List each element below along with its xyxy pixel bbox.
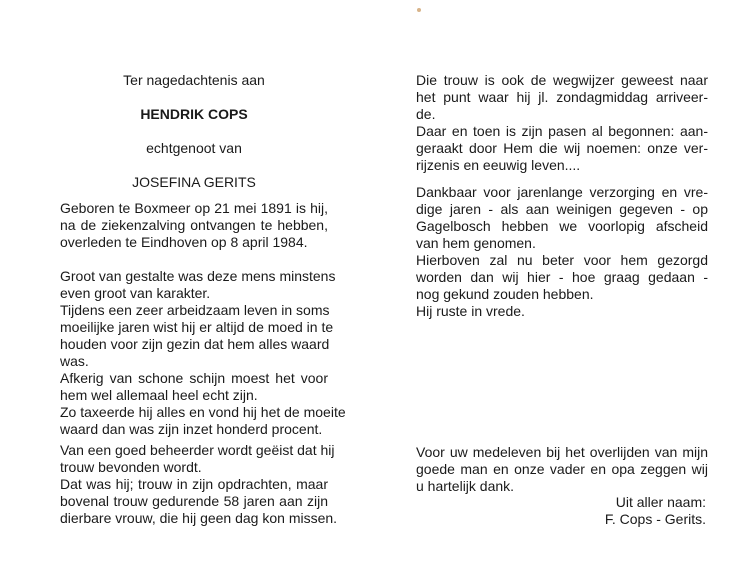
paper-mark: [417, 8, 421, 12]
text-line: worden dan wij hier - hoe graag gedaan -: [416, 269, 708, 285]
text-line: waard dan was zijn inzet honderd procent.: [60, 421, 323, 437]
text-line: was.: [60, 353, 89, 369]
text-line: nog gekund zouden hebben.: [416, 286, 594, 302]
paragraph-gratitude: [416, 184, 708, 320]
text-line: Geboren te Boxmeer op 21 mei 1891 is hij,: [60, 200, 328, 216]
deceased-name: HENDRIK COPS: [140, 106, 248, 122]
text-line: houden voor zijn gezin dat hem alles waard: [60, 336, 330, 352]
text-line: Tijdens een zeer arbeidzaam leven in soms: [60, 302, 330, 318]
text-line: moeilijke jaren wist hij er altijd de moed in te: [60, 319, 334, 335]
relation-text: echtgenoot van: [146, 140, 242, 156]
text-line: Voor uw medeleven bij het overlijden van mijn: [416, 444, 708, 460]
text-line: trouw bevonden wordt.: [60, 459, 202, 475]
text-line: even groot van karakter.: [60, 285, 211, 301]
paragraph-resurrection: [416, 72, 708, 174]
spouse-name: JOSEFINA GERITS: [132, 174, 256, 190]
text-line: goede man en onze vader en opa zeggen wij: [416, 461, 708, 477]
text-line: u hartelijk dank.: [416, 478, 515, 494]
text-line: Dankbaar voor jarenlange verzorging en vre-: [416, 184, 708, 200]
text-line: na de ziekenzalving ontvangen te hebben,: [60, 217, 328, 233]
text-line: Die trouw is ook de wegwijzer geweest naar: [416, 72, 708, 88]
text-line: geraakt door Hem die wij noemen: onze ver-: [416, 140, 708, 156]
text-line: bovenal trouw gedurende 58 jaren aan zijn: [60, 493, 328, 509]
text-line: Groot van gestalte was deze mens minstens: [60, 268, 336, 284]
text-line: Dat was hij; trouw in zijn opdrachten, maar: [60, 476, 328, 492]
text-line: hem wel allemaal heel echt zijn.: [60, 387, 258, 403]
paragraph-thanks: [416, 444, 708, 495]
text-line: Gagelbosch hebben we voorlopig afscheid: [416, 218, 708, 234]
text-line: dige jaren - als aan weinigen gegeven - op: [416, 201, 708, 217]
intro-text: Ter nagedachtenis aan: [123, 72, 265, 88]
text-line: de.: [416, 106, 436, 122]
text-line: Zo taxeerde hij alles en vond hij het de moeite: [60, 404, 346, 420]
text-line: dierbare vrouw, die hij geen dag kon missen.: [60, 510, 338, 526]
text-line: Afkerig van schone schijn moest het voor: [60, 370, 328, 386]
text-line: het punt waar hij jl. zondagmiddag arriveer-: [416, 89, 708, 105]
text-line: rijzenis en eeuwig leven....: [416, 157, 581, 173]
signature-text: F. Cops - Gerits.: [604, 511, 706, 527]
text-line: Daar en toen is zijn pasen al begonnen: aan-: [416, 123, 708, 139]
text-line: Hierboven zal nu beter voor hem gezorgd: [416, 252, 708, 268]
text-line: van hem genomen.: [416, 235, 536, 251]
text-line: Hij ruste in vrede.: [416, 303, 525, 319]
paragraph-faithful: [60, 442, 338, 527]
text-line: overleden te Eindhoven op 8 april 1984.: [60, 234, 308, 250]
paragraph-birth: [60, 200, 328, 251]
text-line: Van een goed beheerder wordt geëist dat hij: [60, 442, 335, 458]
signoff-text: Uit aller naam:: [615, 494, 706, 510]
paragraph-character: [60, 268, 346, 438]
